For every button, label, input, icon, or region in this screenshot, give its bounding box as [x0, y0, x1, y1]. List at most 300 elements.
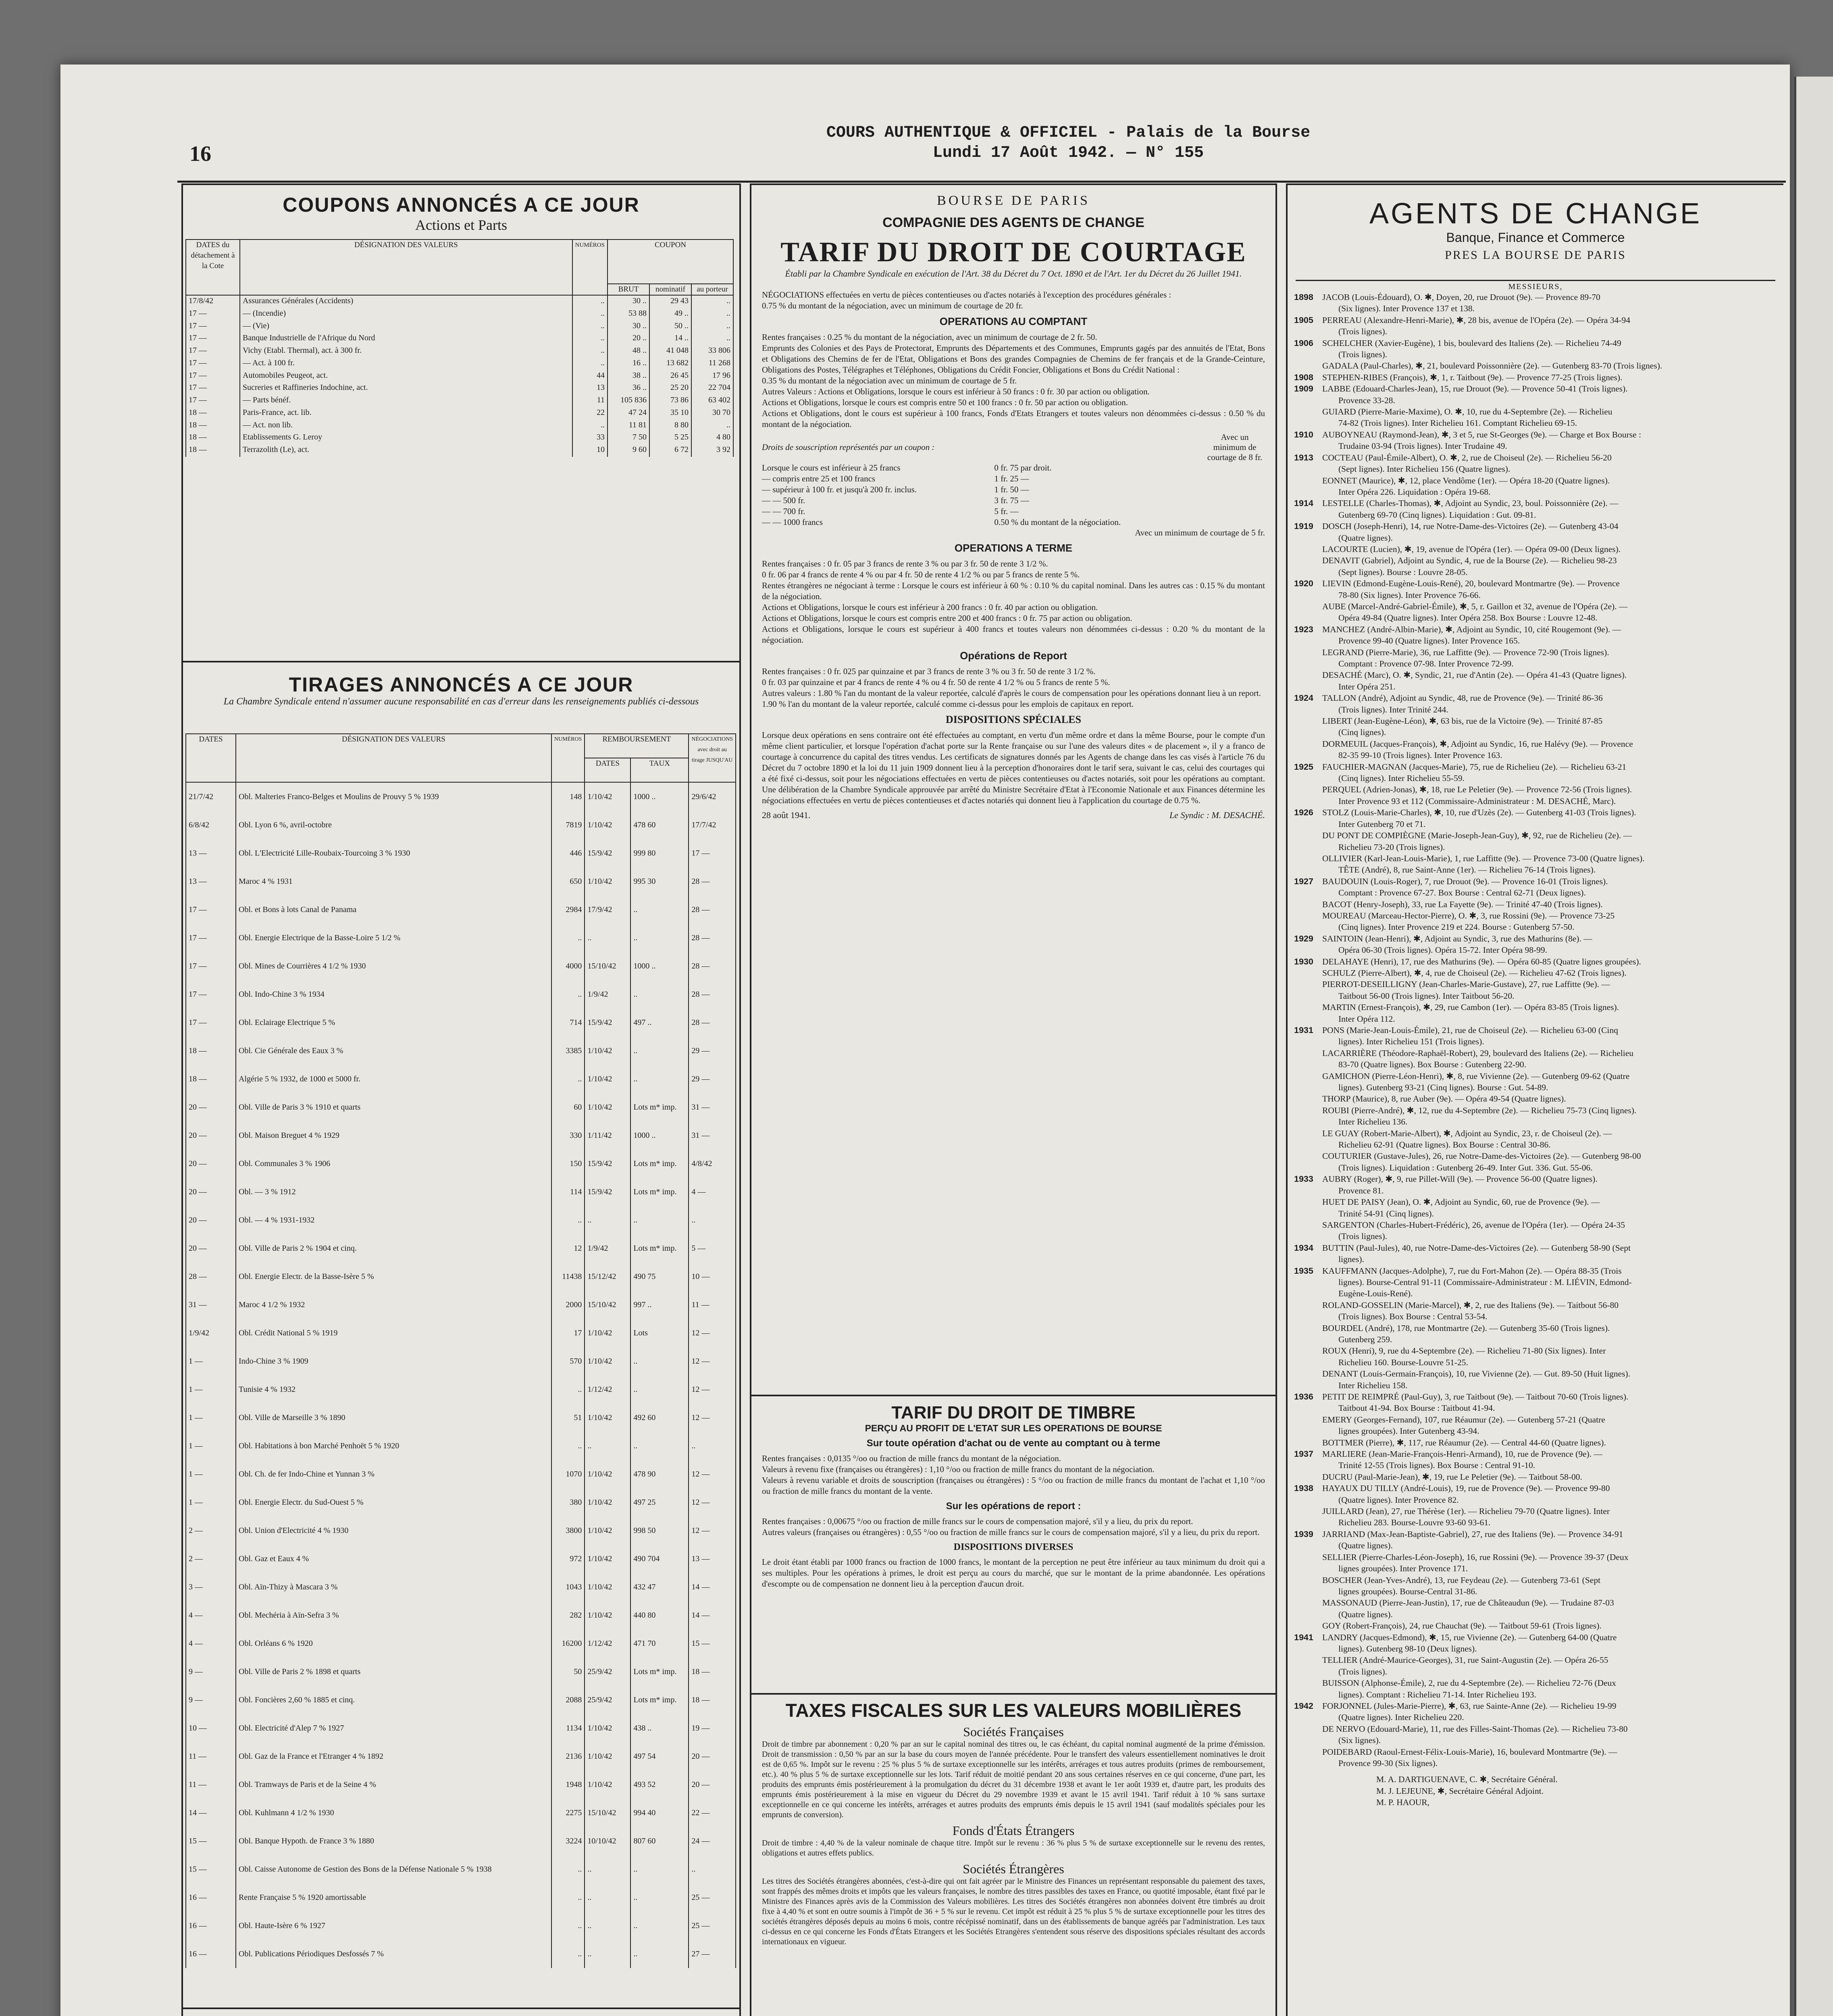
- agent-entry: (Quatre lignes).: [1338, 533, 1393, 543]
- table-cell: Lots m* imp.: [630, 1686, 689, 1714]
- agent-entry: ROUBI (Pierre-André), ✱, 12, rue du 4-Septembre (2e). — Richelieu 75-73 (Cinq lignes).: [1322, 1105, 1637, 1115]
- table-cell: — — 1000 francs: [762, 517, 823, 527]
- agents-list: [1288, 292, 1783, 1769]
- list-item: Autres valeurs : 1.80 % l'an du montant de la valeur reportée, calculé d'après le cours de compensation pour les opérations donnant lieu à un report.: [762, 688, 1261, 698]
- agent-entry: DOSCH (Joseph-Henri), 14, rue Notre-Dame-des-Victoires (2e). — Gutenberg 43-04: [1322, 521, 1619, 531]
- terme-list: [762, 558, 1265, 646]
- table-cell: 1 —: [186, 1432, 236, 1460]
- table-cell: — — 700 fr.: [762, 506, 805, 516]
- table-cell: ..: [691, 321, 733, 333]
- agent-entry: Provence 81.: [1338, 1185, 1384, 1195]
- list-item: [1294, 1288, 1783, 1299]
- table-cell: ..: [585, 1912, 630, 1940]
- agent-entry: lignes groupées). Inter Provence 171.: [1338, 1564, 1468, 1574]
- list-item: [1294, 818, 1783, 830]
- table-cell: ..: [630, 1037, 689, 1065]
- list-item: [1294, 1311, 1783, 1322]
- table-cell: 17 —: [186, 896, 236, 924]
- coupons-subtitle: Actions et Parts: [415, 217, 507, 233]
- table-row: [186, 321, 733, 333]
- list-item: Actions et Obligations, lorsque le cours est compris entre 200 et 400 francs : 0 fr. 75 par action ou obligation.: [762, 613, 1132, 623]
- agent-entry: HUET DE PAISY (Jean), O. ✱, Adjoint au Syndic, 60, rue de Provence (9e). —: [1322, 1197, 1600, 1207]
- table-row: [186, 1629, 736, 1658]
- table-cell: ..: [551, 924, 585, 952]
- table-cell: 0.50 % du montant de la négociation.: [994, 517, 1121, 527]
- table-row: [186, 295, 733, 308]
- table-cell: Obl. Union d'Electricité 4 % 1930: [236, 1516, 551, 1545]
- agent-entry: (Sept lignes). Inter Richelieu 156 (Quatre lignes).: [1338, 464, 1511, 474]
- table-row: [762, 484, 1181, 495]
- table-cell: Rente Française 5 % 1920 amortissable: [236, 1883, 551, 1912]
- table-cell: Maroc 4 % 1931: [236, 867, 551, 896]
- agent-entry: GOY (Robert-François), 24, rue Chauchat (9e). — Taitbout 59-61 (Trois lignes).: [1322, 1621, 1602, 1631]
- table-cell: 493 52: [630, 1770, 689, 1799]
- agent-entry: FORJONNEL (Jules-Marie-Pierre), ✱, 63, rue Sainte-Anne (2e). — Richelieu 19-99: [1322, 1701, 1617, 1711]
- table-cell: 20 —: [186, 1150, 236, 1178]
- taxes-s3-text: Les titres des Sociétés étrangères abonnées, c'est-à-dire qui ont fait agréer par le Ministre des Finances un représentant responsable du paiement des taxes, sont frappés des mêmes droits et impôts que les valeurs françaises, le nombre des titres passibles des taxes en France, ou quotité imposable, étant fixé par le Ministre des Finances après avis de la Commission des Valeurs mobilières. Les titres des Sociétés étrangères non abonnées doivent être timbrés au droit fixe à 4,40 % et sont en outre soumis à l'impôt de 36 + 5 % sur le revenu. Cet impôt est réduit à 25 % plus 5 % de surtaxe exceptionnelle pour les titres des sociétés étrangères déposés depuis au moins 6 mois, contre récépissé nominatif, dans un des établissements de banque agréés par l'administration. Les taux ci-dessus en ce qui concerne les Fonds d'États Etrangers et les Sociétés Etrangères s'entendent sous réserve des dispositions spéciales résultant des accords internationaux en vigueur.: [762, 1877, 1265, 1946]
- table-cell: Obl. Communales 3 % 1906: [236, 1150, 551, 1178]
- agent-entry: DU PONT DE COMPIÈGNE (Marie-Joseph-Jean-Guy), ✱, 92, rue de Richelieu (2e). —: [1322, 831, 1632, 841]
- table-cell: 31 —: [689, 1093, 736, 1121]
- table-cell: 16 —: [186, 1883, 236, 1912]
- table-cell: 17/7/42: [689, 811, 736, 839]
- table-row: [762, 506, 1181, 517]
- coupons-title: COUPONS ANNONCÉS A CE JOUR: [283, 194, 640, 216]
- list-item: [1294, 1380, 1783, 1391]
- agent-entry: DENAVIT (Gabriel), Adjoint au Syndic, 4, rue de la Bourse (2e). — Richelieu 98-23: [1322, 556, 1617, 566]
- table-row: [186, 1319, 736, 1347]
- table-cell: Obl. Mechéria à Aïn-Sefra 3 %: [236, 1601, 551, 1629]
- table-cell: 18 —: [186, 1065, 236, 1093]
- table-cell: Tunisie 4 % 1932: [236, 1375, 551, 1404]
- table-cell: Obl. Haute-Isère 6 % 1927: [236, 1912, 551, 1940]
- page-number: 16: [189, 142, 211, 166]
- table-cell: 41 048: [649, 345, 691, 358]
- table-cell: 17 —: [186, 345, 240, 358]
- list-item: [1294, 326, 1783, 337]
- table-cell: 1948: [551, 1770, 585, 1799]
- table-cell: 7 50: [608, 432, 649, 444]
- agent-entry: LANDRY (Jacques-Edmond), ✱, 15, rue Vivienne (2e). — Gutenberg 64-00 (Quatre: [1322, 1632, 1617, 1642]
- table-cell: 3 —: [186, 1573, 236, 1601]
- table-cell: 50: [551, 1658, 585, 1686]
- table-cell: 490 75: [630, 1262, 689, 1291]
- table-row: [186, 358, 733, 370]
- list-item: [1294, 1070, 1783, 1082]
- table-cell: ..: [630, 980, 689, 1008]
- agent-year: 1926: [1294, 808, 1313, 818]
- agent-entry: MANCHEZ (André-Albin-Marie), ✱, Adjoint au Syndic, 10, cité Rougemont (9e). —: [1322, 624, 1621, 634]
- table-cell: Lots m* imp.: [630, 1658, 689, 1686]
- list-item: [1294, 658, 1783, 669]
- table-cell: 5 25: [649, 432, 691, 444]
- table-row: [186, 1206, 736, 1234]
- agent-entry: PERQUEL (Adrien-Jonas), ✱, 18, rue Le Peletier (9e). — Provence 72-56 (Trois lignes).: [1322, 785, 1632, 795]
- masthead: [605, 123, 1532, 163]
- agent-entry: JUILLARD (Jean), 27, rue Thérèse (1er). — Richelieu 79-70 (Quatre lignes). Inter: [1322, 1506, 1610, 1516]
- table-cell: 17 —: [186, 382, 240, 395]
- agent-entry: GAMICHON (Pierre-Léon-Henri), ✱, 8, rue Vivienne (2e). — Gutenberg 09-62 (Quatre: [1322, 1071, 1630, 1081]
- list-item: [1294, 532, 1783, 544]
- table-row: [186, 1121, 736, 1150]
- report-heading: Opérations de Report: [960, 650, 1067, 662]
- list-item: Actions et Obligations, lorsque le cours est compris entre 50 et 100 francs : 0 fr. 50 par action ou obligation.: [762, 398, 1128, 407]
- table-cell: 0 fr. 75 par droit.: [994, 463, 1052, 473]
- list-item: [1294, 1150, 1783, 1162]
- table-cell: 1 —: [186, 1375, 236, 1404]
- table-cell: — Act. non lib.: [240, 420, 572, 432]
- list-item: [1294, 383, 1783, 394]
- table-cell: 6 72: [649, 444, 691, 457]
- table-cell: 2000: [551, 1291, 585, 1319]
- agent-entry: 78-80 (Six lignes). Inter Provence 76-66.: [1338, 590, 1481, 600]
- minimum-courtage-1: Avec un minimum de courtage de 8 fr.: [1207, 432, 1263, 462]
- table-cell: 47 24: [608, 407, 649, 420]
- agent-entry: Richelieu 62-91 (Quatre lignes). Box Bourse : Central 30-86.: [1338, 1140, 1551, 1150]
- agent-entry: (Trois lignes). Box Bourse : Central 53-54.: [1338, 1312, 1488, 1322]
- dispositions-text: Lorsque deux opérations en sens contraire ont été effectuées au comptant, en vertu d'un même ordre et dans la même Bourse, pour le compte d'un même client particulier, et lorsque l'opération d'achat porte sur la Rente française ou sur l'une des valeurs dites « de placement », il y a franco de courtage à concurrence du capital des titres vendus. Les certificats de signatures donnés par les Agents de change dans les cas visés à l'article 76 du Décret du 7 octobre 1890 et la loi du 11 juin 1909 donnent lieu à la perception d'honoraires dont le tarif sera, suivant le cas, celui des courtages qui a été fixé ci-dessus, soit pour les négociations effectuées en vertu de pièces contentieuses ou d'actes notariés, soit pour les opérations au comptant. Une délibération de la Chambre Syndicale approuvée par arrêté du Ministre Secrétaire d'Etat à l'Economie Nationale et aux Finances détermine les négociations effectuées en vertu de pièces contentieuses et d'actes notariés qui donnent lieu à l'application du courtage de 0.75 %.: [762, 730, 1265, 805]
- coupons-header-nominatif: nominatif: [649, 284, 691, 295]
- tirages-header-designation: DÉSIGNATION DES VALEURS: [236, 734, 551, 782]
- agent-entry: (Six lignes). Inter Provence 137 et 138.: [1338, 304, 1475, 314]
- table-cell: ..: [551, 1912, 585, 1940]
- timbre-h2: Sur les opérations de report :: [946, 1501, 1081, 1512]
- list-item: [1294, 669, 1783, 681]
- list-item: Emprunts des Colonies et des Pays de Protectorat, Emprunts des Départements et des Communes, Emprunts gagés par des annuités de l'Etat, Bons et Obligations des Chemins de fer de l'Etat, Obligations et Bons des grandes Compagnies de Chemins de fer français et de la Grande-Ceinture, Obligations des Postes, Télégraphes et Téléphones, Obligations du Crédit Foncier, Obligations et Bons du Crédit National :: [762, 343, 1265, 375]
- table-cell: Lorsque le cours est inférieur à 25 francs: [762, 463, 901, 473]
- agents-subtitle2: PRES LA BOURSE DE PARIS: [1445, 248, 1626, 262]
- agent-year: 1923: [1294, 624, 1313, 634]
- table-cell: 11438: [551, 1262, 585, 1291]
- section-rule: [183, 2008, 739, 2009]
- table-cell: Lots m* imp.: [630, 1234, 689, 1262]
- table-cell: 17 —: [186, 358, 240, 370]
- table-cell: 1/10/42: [585, 782, 630, 811]
- agent-entry: TÊTE (André), 8, rue Saint-Anne (1er). — Richelieu 76-14 (Trois lignes).: [1338, 865, 1596, 875]
- list-item: [1294, 704, 1783, 715]
- table-cell: 73 86: [649, 395, 691, 407]
- agent-entry: SAINTOIN (Jean-Henri), ✱, Adjoint au Syndic, 3, rue des Mathurins (8e). —: [1322, 933, 1592, 943]
- table-cell: 17/8/42: [186, 295, 240, 308]
- list-item: [1294, 1128, 1783, 1139]
- list-item: [1294, 1609, 1783, 1620]
- table-cell: 15 —: [186, 1855, 236, 1883]
- agent-year: 1914: [1294, 498, 1313, 508]
- agent-entry: DUCRU (Paul-Marie-Jean), ✱, 19, rue Le Peletier (9e). — Taitbout 58-00.: [1322, 1472, 1582, 1482]
- table-cell: 17: [551, 1319, 585, 1347]
- agent-entry: LESTELLE (Charles-Thomas), ✱, Adjoint au Syndic, 23, boul. Poissonnière (2e). —: [1322, 498, 1619, 508]
- table-cell: 11 81: [608, 420, 649, 432]
- table-cell: 9 —: [186, 1686, 236, 1714]
- table-row: [186, 1855, 736, 1883]
- agent-entry: (Trois lignes). Inter Trinité 244.: [1338, 704, 1448, 714]
- table-cell: Obl. Gaz et Eaux 4 %: [236, 1545, 551, 1573]
- table-cell: 148: [551, 782, 585, 811]
- table-cell: 63 402: [691, 395, 733, 407]
- table-cell: 12 —: [689, 1460, 736, 1488]
- masthead-date: Lundi 17 Août 1942. — N° 155: [932, 144, 1204, 162]
- table-row: [186, 1573, 736, 1601]
- table-cell: Obl. Ch. de fer Indo-Chine et Yunnan 3 %: [236, 1460, 551, 1488]
- table-cell: 3800: [551, 1516, 585, 1545]
- table-cell: Lots m* imp.: [630, 1093, 689, 1121]
- table-cell: — supérieur à 100 fr. et jusqu'à 200 fr. inclus.: [762, 485, 917, 494]
- list-item: [1294, 1173, 1783, 1185]
- table-cell: 22: [572, 407, 608, 420]
- list-item: [1294, 956, 1783, 967]
- table-cell: 438 ..: [630, 1714, 689, 1742]
- table-cell: ..: [689, 1432, 736, 1460]
- table-cell: Obl. Caisse Autonome de Gestion des Bons de la Défense Nationale 5 % 1938: [236, 1855, 551, 1883]
- table-cell: 15 —: [186, 1827, 236, 1855]
- table-cell: 31 —: [186, 1291, 236, 1319]
- agent-entry: BUTTIN (Paul-Jules), 40, rue Notre-Dame-des-Victoires (2e). — Gutenberg 58-90 (Sept: [1322, 1243, 1631, 1253]
- table-cell: — Act. à 100 fr.: [240, 358, 572, 370]
- agent-entry: lignes). Inter Richelieu 151 (Trois lignes).: [1338, 1037, 1484, 1047]
- table-cell: 11 —: [689, 1291, 736, 1319]
- list-item: [1294, 1632, 1783, 1643]
- table-cell: Obl. Publications Périodiques Desfossés 7 %: [236, 1940, 551, 1968]
- table-cell: Lots m* imp.: [630, 1150, 689, 1178]
- table-cell: 20 —: [689, 1742, 736, 1770]
- table-cell: 1/10/42: [585, 1545, 630, 1573]
- agent-entry: Taitbout 41-94. Box Bourse : Taitbout 41-94.: [1338, 1403, 1495, 1413]
- table-row: [186, 980, 736, 1008]
- list-item: [1294, 864, 1783, 875]
- agents-title: AGENTS DE CHANGE: [1369, 198, 1702, 230]
- table-cell: Obl. Ville de Paris 2 % 1898 et quarts: [236, 1658, 551, 1686]
- agents-messieurs: MESSIEURS,: [1508, 282, 1563, 291]
- agent-entry: SELLIER (Pierre-Charles-Léon-Joseph), 16, rue Rossini (9e). — Provence 39-37 (Deux: [1322, 1552, 1629, 1562]
- table-row: [186, 1770, 736, 1799]
- agent-entry: (Six lignes).: [1338, 1735, 1381, 1745]
- table-row: [186, 1093, 736, 1121]
- list-item: Autres Valeurs : Actions et Obligations, lorsque le cours est inférieur à 50 francs : 0 fr. 30 par action ou obligation.: [762, 387, 1150, 396]
- agent-year: 1913: [1294, 452, 1313, 462]
- table-cell: Obl. Crédit National 5 % 1919: [236, 1319, 551, 1347]
- table-cell: 51: [551, 1404, 585, 1432]
- list-item: [1294, 1093, 1783, 1104]
- table-cell: 44: [572, 370, 608, 383]
- table-cell: ..: [630, 924, 689, 952]
- table-cell: Obl. Electricité d'Alep 7 % 1927: [236, 1714, 551, 1742]
- table-cell: 18 —: [186, 1037, 236, 1065]
- table-cell: Obl. Cie Générale des Eaux 3 %: [236, 1037, 551, 1065]
- table-row: [186, 1008, 736, 1037]
- table-cell: Obl. Eclairage Electrique 5 %: [236, 1008, 551, 1037]
- table-cell: 12 —: [689, 1319, 736, 1347]
- agent-entry: MARTIN (Ernest-François), ✱, 29, rue Cambon (1er). — Opéra 83-85 (Trois lignes).: [1322, 1002, 1619, 1012]
- table-cell: — — 500 fr.: [762, 496, 805, 505]
- agent-entry: Richelieu 73-20 (Trois lignes).: [1338, 842, 1445, 852]
- agent-year: 1936: [1294, 1392, 1313, 1402]
- table-cell: 1/10/42: [585, 1065, 630, 1093]
- table-cell: Obl. Foncières 2,60 % 1885 et cinq.: [236, 1686, 551, 1714]
- table-cell: Vichy (Etabl. Thermal), act. à 300 fr.: [240, 345, 572, 358]
- list-item: [1294, 555, 1783, 566]
- courtage-negociations-rate: 0.75 % du montant de la négociation, avec un minimum de courtage de 20 fr.: [762, 301, 1023, 310]
- agent-entry: Inter Richelieu 158.: [1338, 1380, 1408, 1390]
- agent-entry: TELLIER (André-Maurice-Georges), 31, rue Saint-Augustin (2e). — Opéra 26-55: [1322, 1655, 1608, 1665]
- table-cell: ..: [691, 308, 733, 321]
- table-cell: 1/10/42: [585, 1573, 630, 1601]
- agent-entry: POIDEBARD (Raoul-Ernest-Félix-Louis-Marie), 16, boulevard Montmartre (9e). —: [1322, 1747, 1617, 1757]
- table-cell: Obl. Orléans 6 % 1920: [236, 1629, 551, 1658]
- table-cell: 19 —: [689, 1714, 736, 1742]
- table-cell: 14 —: [689, 1573, 736, 1601]
- list-item: [1294, 1700, 1783, 1712]
- agent-year: 1905: [1294, 315, 1313, 325]
- table-cell: 11 268: [691, 358, 733, 370]
- list-item: Rentes françaises : 0,0135 °/oo ou fraction de mille francs du montant de la négociation.: [762, 1454, 1061, 1463]
- table-cell: ..: [689, 1855, 736, 1883]
- table-cell: 50 ..: [649, 321, 691, 333]
- table-cell: 12 —: [689, 1488, 736, 1516]
- table-cell: Obl. — 3 % 1912: [236, 1178, 551, 1206]
- list-item: [1294, 1025, 1783, 1036]
- agent-entry: JACOB (Louis-Édouard), O. ✱, Doyen, 20, rue Drouot (9e). — Provence 89-70: [1322, 292, 1600, 302]
- table-cell: ..: [585, 924, 630, 952]
- list-item: [1294, 417, 1783, 429]
- agent-year: 1898: [1294, 292, 1313, 302]
- list-item: [1294, 429, 1783, 440]
- table-cell: — (Vie): [240, 321, 572, 333]
- table-cell: 11 —: [186, 1742, 236, 1770]
- agent-entry: Provence 33-28.: [1338, 395, 1395, 405]
- table-cell: 17 96: [691, 370, 733, 383]
- table-cell: ..: [630, 1206, 689, 1234]
- list-item: 0 fr. 03 par quinzaine et par 4 francs de rente 4 % ou 4 fr. 50 de rente 4 1/2 % ou 5 francs de rente 5 %.: [762, 677, 1110, 687]
- agent-year: 1934: [1294, 1243, 1313, 1253]
- agent-entry: lignes). Comptant : Richelieu 71-14. Inter Richelieu 193.: [1338, 1689, 1536, 1699]
- list-item: [1294, 979, 1783, 990]
- table-cell: ..: [630, 896, 689, 924]
- list-item: [1294, 1574, 1783, 1586]
- coupons-header-porteur: au porteur: [691, 284, 733, 295]
- table-cell: 471 70: [630, 1629, 689, 1658]
- table-cell: Obl. Lyon 6 %, avril-octobre: [236, 811, 551, 839]
- agent-entry: EONNET (Maurice), ✱, 12, place Vendôme (1er). — Opéra 18-20 (Quatre lignes).: [1322, 475, 1610, 485]
- table-row: [186, 407, 733, 420]
- table-row: [186, 1037, 736, 1065]
- table-cell: 11: [572, 395, 608, 407]
- agent-entry: Richelieu 160. Bourse-Louvre 51-25.: [1338, 1357, 1468, 1367]
- agent-entry: AUBRY (Roger), ✱, 9, rue Pillet-Will (9e). — Provence 56-00 (Quatre lignes).: [1322, 1174, 1598, 1184]
- list-item: Rentes françaises : 0.25 % du montant de la négociation, avec un minimum de courtage de 2 fr. 50.: [762, 332, 1097, 342]
- table-cell: 20 —: [186, 1093, 236, 1121]
- table-cell: ..: [630, 1883, 689, 1912]
- agent-entry: (Trois lignes). Liquidation : Gutenberg 26-49. Inter Gut. 336. Gut. 55-06.: [1338, 1162, 1593, 1173]
- table-cell: 1 —: [186, 1460, 236, 1488]
- table-row: [186, 1601, 736, 1629]
- agent-entry: ROUX (Henri), 9, rue du 4-Septembre (2e). — Richelieu 71-80 (Six lignes). Inter: [1322, 1346, 1606, 1356]
- table-cell: 13 —: [186, 839, 236, 867]
- agent-entry: BOTTMER (Pierre), ✱, 117, rue Réaumur (2e). — Central 44-60 (Quatre lignes).: [1322, 1437, 1606, 1447]
- table-cell: ..: [585, 1206, 630, 1234]
- agent-entry: Inter Gutenberg 70 et 71.: [1338, 819, 1426, 829]
- table-cell: 18 —: [186, 444, 240, 457]
- table-row: [186, 839, 736, 867]
- table-cell: 1 —: [186, 1404, 236, 1432]
- tirages-note: La Chambre Syndicale entend n'assumer aucune responsabilité en cas d'erreur dans les renseignements publiés ci-dessous: [223, 696, 699, 707]
- table-cell: ..: [585, 1940, 630, 1968]
- courtage-title: TARIF DU DROIT DE COURTAGE: [780, 237, 1246, 268]
- table-cell: Algérie 5 % 1932, de 1000 et 5000 fr.: [236, 1065, 551, 1093]
- table-cell: 15/10/42: [585, 1291, 630, 1319]
- agent-entry: Inter Provence 93 et 112 (Commissaire-Administrateur : M. DESACHÉ, Marc).: [1338, 796, 1616, 806]
- list-item: [1294, 452, 1783, 463]
- courtage-date: 28 août 1941.: [762, 810, 811, 820]
- tirages-header-numeros: NUMÉROS: [551, 734, 585, 782]
- table-row: [186, 1488, 736, 1516]
- table-row: [186, 1065, 736, 1093]
- list-item: [1294, 1425, 1783, 1437]
- table-cell: Sucreries et Raffineries Indochine, act.: [240, 382, 572, 395]
- table-cell: Obl. Ville de Paris 2 % 1904 et cinq.: [236, 1234, 551, 1262]
- list-item: [1294, 475, 1783, 486]
- table-cell: 20 —: [186, 1206, 236, 1234]
- timbre-lines2: [762, 1516, 1265, 1538]
- table-cell: 440 80: [630, 1601, 689, 1629]
- table-row: [762, 473, 1181, 484]
- agent-entry: LIEVIN (Edmond-Eugène-Louis-René), 20, boulevard Montmartre (9e). — Provence: [1322, 579, 1620, 589]
- list-item: [1294, 1185, 1783, 1196]
- table-cell: 995 30: [630, 867, 689, 896]
- table-cell: 11 —: [186, 1770, 236, 1799]
- tirages-header-taux: TAUX: [630, 758, 689, 782]
- list-item: [1294, 1300, 1783, 1311]
- table-cell: 807 60: [630, 1827, 689, 1855]
- table-cell: 330: [551, 1121, 585, 1150]
- table-cell: ..: [585, 1855, 630, 1883]
- list-item: [1294, 1677, 1783, 1689]
- agent-year: 1942: [1294, 1701, 1313, 1711]
- list-item: Rentes françaises : 0,00675 °/oo ou fraction de mille francs sur le cours de compensation majoré, s'il y a lieu, du prix du report.: [762, 1516, 1193, 1526]
- table-cell: 28 —: [689, 867, 736, 896]
- list-item: [1294, 1414, 1783, 1425]
- agent-entry: (Cinq lignes). Inter Richelieu 55-59.: [1338, 773, 1465, 783]
- header-rule: [177, 181, 1786, 183]
- agent-entry: STOLZ (Louis-Marie-Charles), ✱, 10, rue d'Uzès (2e). — Gutenberg 41-03 (Trois lignes).: [1322, 808, 1636, 818]
- coupons-header-coupon: COUPON: [608, 240, 733, 284]
- table-cell: 29 —: [689, 1065, 736, 1093]
- tirages-title: TIRAGES ANNONCÉS A CE JOUR: [289, 673, 634, 696]
- table-row: [186, 333, 733, 345]
- coupons-header-designation: DÉSIGNATION DES VALEURS: [240, 240, 572, 295]
- table-cell: ..: [551, 1855, 585, 1883]
- agent-entry: (Quatre lignes).: [1338, 1541, 1393, 1551]
- table-cell: 14 ..: [649, 333, 691, 345]
- timbre-h3: DISPOSITIONS DIVERSES: [953, 1542, 1074, 1552]
- table-cell: 18 —: [689, 1686, 736, 1714]
- souscription-table: [762, 462, 1181, 528]
- table-cell: 18 —: [689, 1658, 736, 1686]
- list-item: [1294, 715, 1783, 727]
- agent-entry: KAUFFMANN (Jacques-Adolphe), 7, rue du Fort-Mahon (2e). — Opéra 88-35 (Trois: [1322, 1266, 1622, 1276]
- table-cell: 1/10/42: [585, 1742, 630, 1770]
- table-cell: 105 836: [608, 395, 649, 407]
- timbre-title: TARIF DU DROIT DE TIMBRE: [891, 1403, 1136, 1422]
- list-item: 0 fr. 06 par 4 francs de rente 4 % ou par 4 fr. 50 de rente 4 1/2 % ou par 5 francs de rente 5 %.: [762, 570, 1080, 579]
- minimum-courtage-2: Avec un minimum de courtage de 5 fr.: [1135, 528, 1265, 537]
- coupons-table: [185, 239, 734, 457]
- table-cell: 5 fr. —: [994, 506, 1019, 516]
- list-item: [1294, 1368, 1783, 1379]
- table-cell: 1/12/42: [585, 1375, 630, 1404]
- table-cell: 997 ..: [630, 1291, 689, 1319]
- table-cell: 17 —: [689, 839, 736, 867]
- table-cell: 29 —: [689, 1037, 736, 1065]
